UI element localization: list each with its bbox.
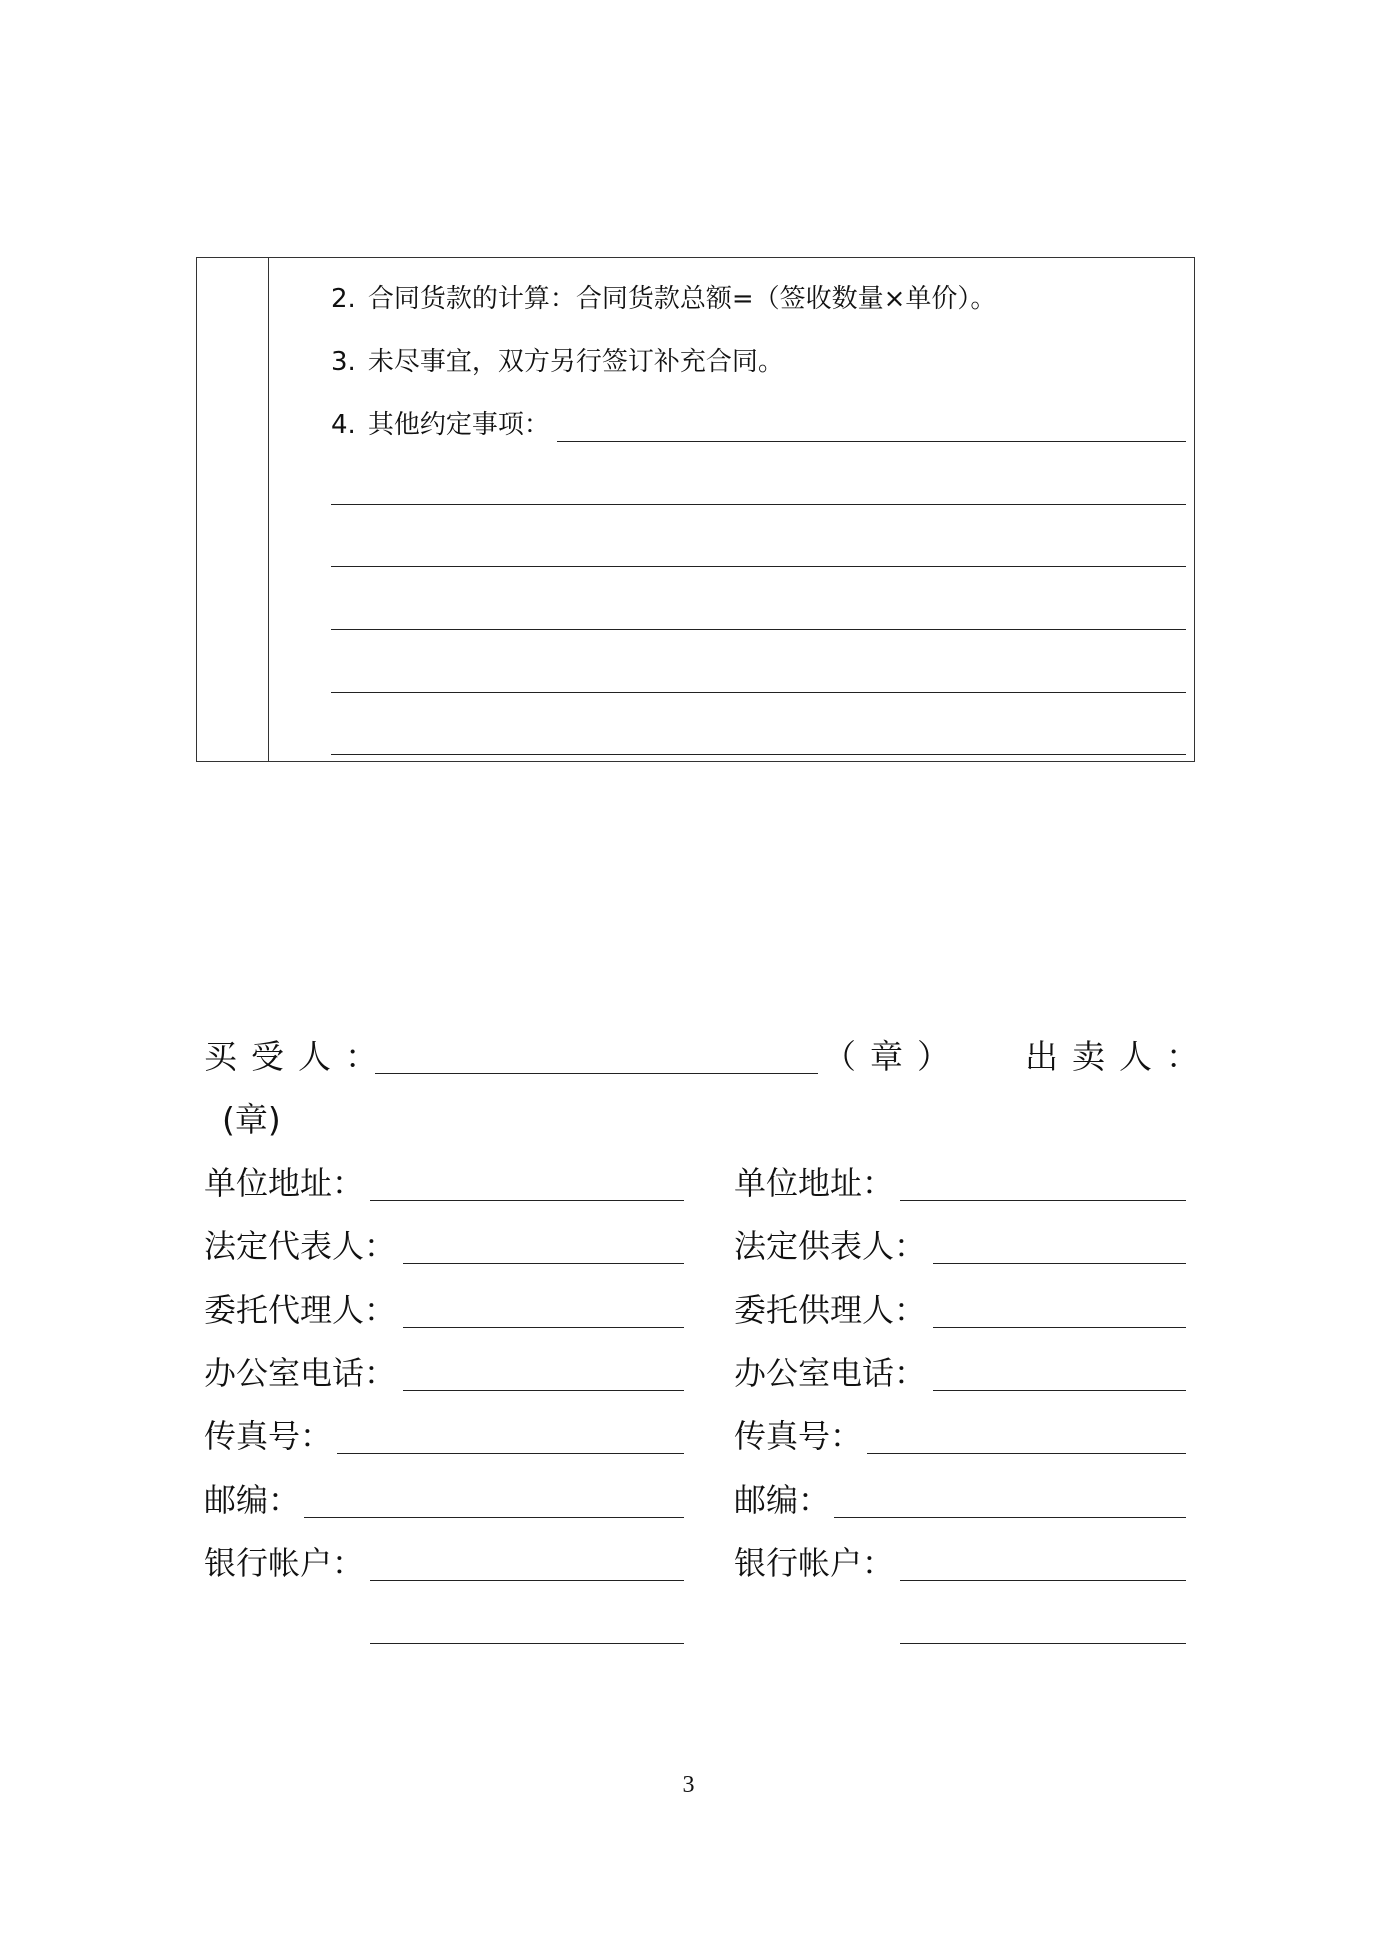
seller-agent-label: 委托供理人：: [734, 1291, 927, 1329]
buyer-address-blank-line[interactable]: [370, 1200, 684, 1201]
seller-bank-label: 银行帐户：: [734, 1544, 895, 1582]
term-item-2-text: 合同货款的计算：合同货款总额=（签收数量×单价）。: [367, 284, 997, 314]
buyer-agent-label: 委托代理人：: [204, 1291, 397, 1329]
term-item-2-number: 2.: [331, 284, 356, 314]
seller-agent-blank-line[interactable]: [933, 1327, 1186, 1328]
terms-table: [196, 257, 1195, 762]
seller-label: 出卖人：: [1025, 1037, 1213, 1076]
term-item-4-text: 其他约定事项：: [367, 410, 550, 440]
seller-phone-label: 办公室电话：: [734, 1354, 927, 1392]
seller-postcode-label: 邮编：: [734, 1481, 831, 1519]
buyer-postcode-label: 邮编：: [204, 1481, 301, 1519]
other-terms-blank-line[interactable]: [331, 629, 1186, 630]
seller-bank-blank-line-2[interactable]: [900, 1643, 1186, 1644]
seller-legal-rep-blank-line[interactable]: [933, 1263, 1186, 1264]
term-item-4: [331, 410, 550, 440]
other-terms-blank-line[interactable]: [331, 504, 1186, 505]
term-item-3: [331, 347, 784, 377]
seller-seal-label: (章): [222, 1100, 281, 1139]
buyer-postcode-blank-line[interactable]: [304, 1517, 684, 1518]
buyer-legal-rep-label: 法定代表人：: [204, 1227, 397, 1265]
term-item-4-number: 4.: [331, 410, 356, 440]
buyer-fax-label: 传真号：: [204, 1417, 333, 1455]
seller-phone-blank-line[interactable]: [933, 1390, 1186, 1391]
seller-address-label: 单位地址：: [734, 1164, 895, 1202]
seller-fax-blank-line[interactable]: [867, 1453, 1186, 1454]
buyer-phone-label: 办公室电话：: [204, 1354, 397, 1392]
buyer-label: 买受人：: [204, 1037, 392, 1076]
seller-bank-blank-line[interactable]: [900, 1580, 1186, 1581]
buyer-fax-blank-line[interactable]: [337, 1453, 684, 1454]
buyer-seal-label: （章）: [823, 1037, 964, 1076]
buyer-bank-label: 银行帐户：: [204, 1544, 365, 1582]
terms-left-column: [197, 258, 269, 761]
seller-address-blank-line[interactable]: [900, 1200, 1186, 1201]
term-item-3-text: 未尽事宜，双方另行签订补充合同。: [367, 347, 784, 377]
buyer-phone-blank-line[interactable]: [403, 1390, 684, 1391]
buyer-agent-blank-line[interactable]: [403, 1327, 684, 1328]
buyer-bank-blank-line-2[interactable]: [370, 1643, 684, 1644]
seller-legal-rep-label: 法定供表人：: [734, 1227, 927, 1265]
term-item-3-number: 3.: [331, 347, 356, 377]
page-number: 3: [682, 1772, 695, 1798]
seller-postcode-blank-line[interactable]: [834, 1517, 1186, 1518]
buyer-legal-rep-blank-line[interactable]: [403, 1263, 684, 1264]
buyer-bank-blank-line[interactable]: [370, 1580, 684, 1581]
buyer-name-blank-line[interactable]: [375, 1073, 818, 1074]
other-terms-blank-line[interactable]: [331, 566, 1186, 567]
other-terms-blank-line[interactable]: [331, 692, 1186, 693]
other-terms-blank-line[interactable]: [557, 441, 1186, 442]
other-terms-blank-line[interactable]: [331, 754, 1186, 755]
seller-fax-label: 传真号：: [734, 1417, 863, 1455]
term-item-2: [331, 284, 996, 314]
buyer-address-label: 单位地址：: [204, 1164, 365, 1202]
